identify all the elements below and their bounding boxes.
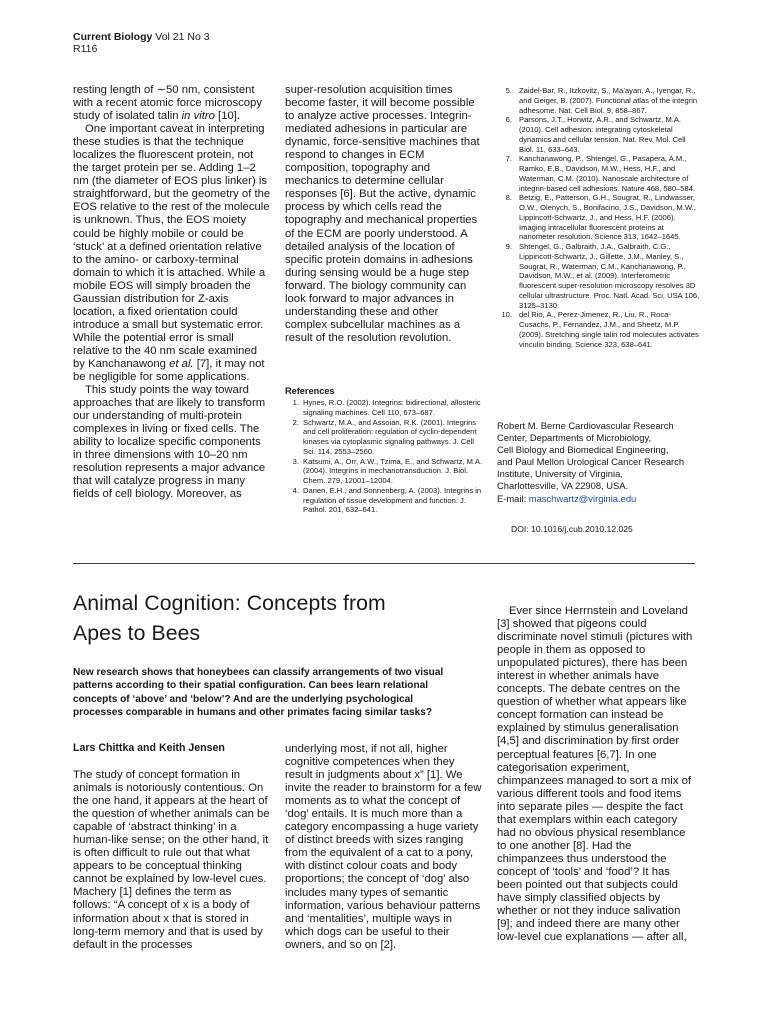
- paragraph-4: super-resolution acquisition times become faster, it will become possible to analyze active processes. Integrin-mediated adhesions in particular are dynamic, force-sensitive machines that respond to changes in ECM composition, topography and mechanics to determine cellular responses [6]. But the active, dynamic process by which cells read the topography and mechanical properties of the ECM are poorly understood. A detailed analysis of the location of specific protein domains in adhesions during sensing would be a huge step forward. The biology community can look forward to major advances in understanding these and other complex subcellular machines as a result of the resolution revolution.: [285, 84, 480, 344]
- references-heading: References: [285, 386, 335, 396]
- article-column-3: Ever since Herrnstein and Loveland [3] showed that pigeons could discriminate novel stimuli (pictures with people in them as opposed to unpopulated pictures), there has been interest in whether animals have concepts. The debate centres on the question of whether what appears like concept formation can instead be explained by stimulus generalisation [4,5] and discrimination by first order perceptual features [6,7]. In one categorisation experiment, chimpanzees managed to sort a mix of various different tools and food items into separate piles — despite the fact that exemplars within each category had no obvious physical resemblance to one another [8]. Had the chimpanzees thus understood the concept of ‘tools’ and ‘food’? It has been pointed out that subjects could have simply classified objects by whether or not they induce salivation [9]; and indeed there are many other low-level cue explanations — after all,: [497, 605, 693, 944]
- reference-item: 9. Shtengel, G., Galbraith, J.A., Galbraith, C.G., Lippincott-Schwartz, J., Gillette, J.M., Manley, S., Sougrat, R., Waterman, C.M., Kanchanawong, P., Davidson, M.W., et al. (2009). Interferometric fluorescent super-resolution microscopy resolves 3D cellular ultrastructure. Proc. Natl. Acad. Sci. USA 106, 3125–3130.: [505, 242, 700, 310]
- reference-item: 6. Parsons, J.T., Horwitz, A.R., and Schwartz, M.A. (2010). Cell adhesion: integrating cytoskeletal dynamics and cellular tension. Nat. Rev. Mol. Cell Biol. 11, 633–643.: [505, 115, 686, 154]
- email-label: E-mail:: [497, 492, 529, 504]
- author-address: Robert M. Berne Cardiovascular Research Center, Departments of Microbiology, Cell Biology and Biomedical Engineering, and Paul Mellon Urological Cancer Research Institute, University of Virginia, Charlottesville, VA 22908, USA. E-mail: maschwartz@virginia.edu: [497, 420, 685, 504]
- article-authors: Lars Chittka and Keith Jensen: [73, 742, 225, 754]
- reference-item: 2. Schwartz, M.A., and Assoian, R.K. (2001). Integrins and cell proliferation: regulation of cyclin-dependent kinases via cytoplasmic signaling pathways. J. Cell Sci. 114, 2553–2560.: [292, 417, 477, 456]
- reference-item: 3. Katsumi, A., Orr, A.W., Tzima, E., and Schwartz, M.A. (2004). Integrins in mechanotransduction. J. Biol. Chem. 279, 12001–12004.: [292, 456, 483, 485]
- references-section: [285, 386, 483, 515]
- references-list-col3: [497, 86, 702, 349]
- reference-item: 4. Danen, E.H., and Sonnenberg, A. (2003). Integrins in regulation of tissue development and function. J. Pathol. 201, 632–641.: [292, 485, 482, 515]
- reference-item: 5. Zaidel-Bar, R., Itzkovitz, S., Ma’ayan, A., Iyengar, R., and Geiger, B. (2007). Functional atlas of the integrin adhesome. Nat. Cell Biol. 9, 858–867.: [505, 86, 698, 115]
- doi: DOI: 10.1016/j.cub.2010.12.025: [511, 524, 633, 534]
- journal-volume: Vol 21 No 3: [155, 31, 210, 43]
- article-column-1: The study of concept formation in animals is notoriously contentious. On the one hand, it appears at the heart of the question of whether animals can be capable of ‘abstract thinking’ in a human-like sense; on the other hand, it is often difficult to rule out that what appears to be conceptual thinking cannot be explained by low-level cues. Machery [1] defines the term as follows: “A concept of x is a body of information about x that is stored in long-term memory and that is used by default in the processes: [73, 769, 270, 951]
- reference-item: 8. Betzig, E., Patterson, G.H., Sougrat, R., Lindwasser, O.W., Olenych, S., Bonifacino, J.S., Davidson, M.W., Lippincott-Schwartz, J., and Hess, H.F. (2006). Imaging intracellular fluorescent proteins at nanometer resolution. Science 313, 1642–1645.: [505, 193, 696, 242]
- email-link[interactable]: maschwartz@virginia.edu: [528, 492, 637, 504]
- article-title: Animal Cognition: Concepts from Apes to Bees: [73, 592, 386, 645]
- references-list-col3-wrap: [497, 86, 702, 349]
- article-column-2: underlying most, if not all, higher cognitive competences when they result in judgments about x” [1]. We invite the reader to brainstorm for a few moments as to what the concept of ‘dog’ entails. It is much more than a category encompassing a huge variety of distinct breeds with sizes ranging from the equivalent of a cat to a pony, with distinct colour coats and body proportions; the concept of ‘dog’ also includes many types of semantic information, various behaviour patterns and ‘mentalities’, multiple ways in which dogs can be useful to their owners, and so on [2].: [285, 743, 482, 951]
- top-column-2: [285, 84, 483, 345]
- article-abstract: New research shows that honeybees can classify arrangements of two visual patterns according to their spatial configuration. Can bees learn relational concepts of ‘above’ and ‘below’? And are the underlying psychological processes comparable in humans and other primates facing similar tasks?: [73, 667, 444, 718]
- paragraph-3: This study points the way toward approaches that are likely to transform our understanding of multi-protein complexes in living or fixed cells. The ability to localize specific components in three dimensions with 10–20 nm resolution represents a major advance that will catalyze progress in many fields of cell biology. Moreover, as: [73, 384, 266, 501]
- journal-name: Current Biology: [73, 31, 153, 43]
- reference-item: 7. Kanchanawong, P., Shtengel, G., Pasapera, A.M., Ramko, E.B., Davidson, M.W., Hess, H.F., and Waterman, C.M. (2010). Nanoscale architecture of integrin-based cell adhesions. Nature 468, 580–584.: [505, 154, 696, 193]
- top-column-1: [73, 84, 271, 502]
- page-number: R116: [73, 43, 98, 55]
- section-divider: [73, 563, 695, 564]
- running-header: [73, 31, 210, 55]
- paragraph-1: resting length of ∼50 nm, consistent with a recent atomic force microscopy study of isolated talin in vitro [10].: [73, 84, 262, 123]
- reference-item: 1. Hynes, R.O. (2002). Integrins: bidirectional, allosteric signaling machines. Cell 110, 673–687.: [292, 398, 481, 417]
- reference-item: 10. del Rio, A., Perez-Jimenez, R., Liu, R., Roca-Cusachs, P., Fernandez, J.M., and Sheetz, M.P. (2009). Stretching single talin rod molecules activates vinculin binding. Science 323, 638–641.: [501, 310, 699, 349]
- paragraph-2: One important caveat in interpreting these studies is that the technique localizes the fluorescent protein, not the target protein per se. Adding 1–2 nm (the diameter of EOS plus linker) is straightforward, but the geometry of the EOS relative to the rest of the molecule is unknown. Thus, the EOS moiety could be highly mobile or could be ‘stuck’ at a defined orientation relative to the amino- or carboxy-terminal domain to which it is attached. While a mobile EOS will simply broaden the Gaussian distribution for Z-axis location, a fixed orientation could introduce a small but systematic error. While the potential error is small relative to the 40 nm scale examined by Kanchanawong et al. [7], it may not be negligible for some applications.: [73, 123, 271, 384]
- references-list-col2: [285, 398, 483, 515]
